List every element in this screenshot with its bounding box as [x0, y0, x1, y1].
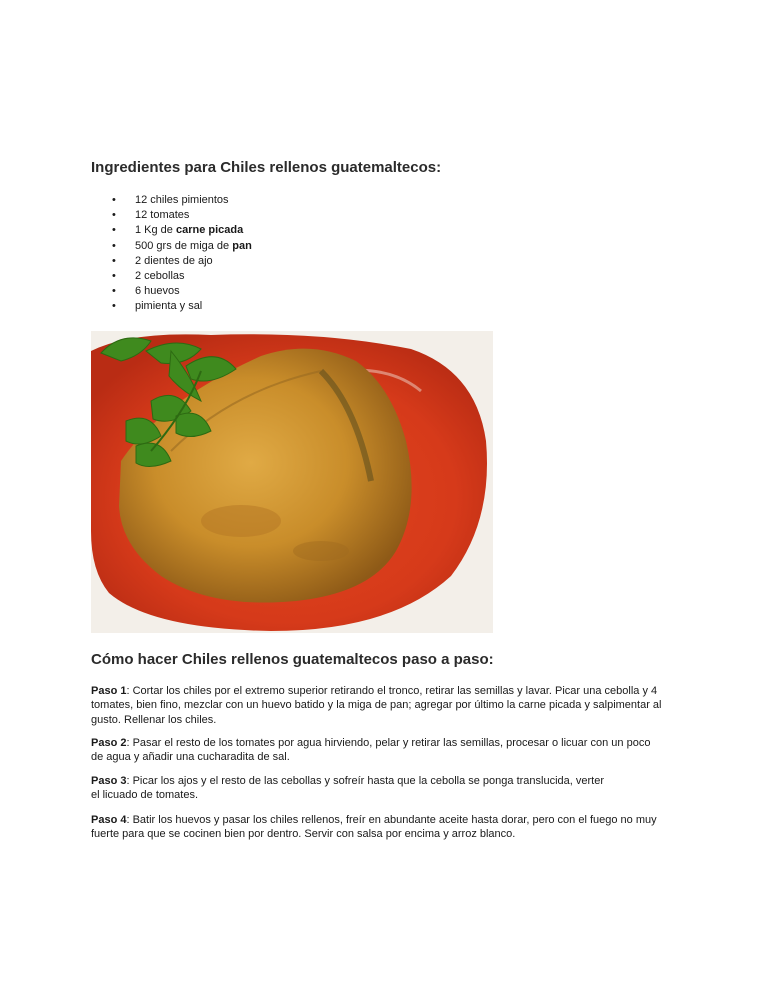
list-item — [91, 223, 252, 238]
step-text: : Pasar el resto de los tomates por agua hirviendo, pelar y retirar las semillas, procesar o licuar con un poco — [126, 737, 651, 749]
step-text: : Batir los huevos y pasar los chiles rellenos, freír en abundante aceite hasta dorar, pero con el fuego no muy — [126, 814, 657, 826]
list-item — [91, 299, 252, 314]
ingredient-bold-text: pan — [232, 239, 252, 252]
ingredient-bold-text: carne picada — [175, 224, 244, 237]
step-paragraph — [91, 736, 691, 765]
step-label: Paso 4 — [91, 814, 127, 826]
step-text: fuerte para que se cocinen bien por dentro. Servir con salsa por encima y arroz blanco. — [91, 828, 516, 841]
step-paragraph — [91, 684, 691, 727]
ingredient-text: 6 huevos — [135, 285, 180, 298]
list-item — [91, 269, 252, 284]
chile-relleno-photo-icon — [91, 331, 493, 633]
steps-heading: Cómo hacer Chiles rellenos guatemaltecos paso a paso: — [91, 651, 494, 668]
list-item — [91, 193, 252, 208]
step-text: gusto. Rellenar los chiles. — [91, 713, 217, 726]
ingredient-text: 12 tomates — [135, 209, 190, 222]
list-item — [91, 254, 252, 269]
step-paragraph — [91, 774, 691, 803]
list-item — [91, 284, 252, 299]
ingredient-text: 2 cebollas — [135, 270, 185, 283]
step-text: : Cortar los chiles por el extremo superior retirando el tronco, retirar las semillas y lavar. Picar una cebolla y 4 — [126, 685, 658, 697]
step-text: el licuado de tomates. — [91, 789, 199, 802]
step-text: : Picar los ajos y el resto de las cebollas y sofreír hasta que la cebolla se ponga translucida, verter — [126, 775, 604, 787]
ingredient-text: 1 Kg de — [135, 224, 176, 237]
ingredients-heading: Ingredientes para Chiles rellenos guatemaltecos: — [91, 159, 442, 176]
step-label: Paso 1 — [91, 685, 127, 697]
ingredient-text: 12 chiles pimientos — [135, 194, 229, 206]
step-label: Paso 2 — [91, 737, 127, 749]
ingredient-text: 500 grs de miga de — [135, 239, 233, 252]
ingredient-text: 2 dientes de ajo — [135, 254, 213, 267]
step-text: de agua y añadir una cucharadita de sal. — [91, 751, 290, 764]
step-label: Paso 3 — [91, 775, 127, 787]
step-text: tomates, bien fino, mezclar con un huevo batido y la miga de pan; agregar por último la carne picada y salpimentar al — [91, 699, 662, 712]
list-item — [91, 239, 252, 254]
list-item — [91, 208, 252, 223]
step-paragraph — [91, 813, 691, 842]
ingredients-list — [91, 193, 252, 315]
ingredient-text: pimienta y sal — [135, 300, 203, 313]
